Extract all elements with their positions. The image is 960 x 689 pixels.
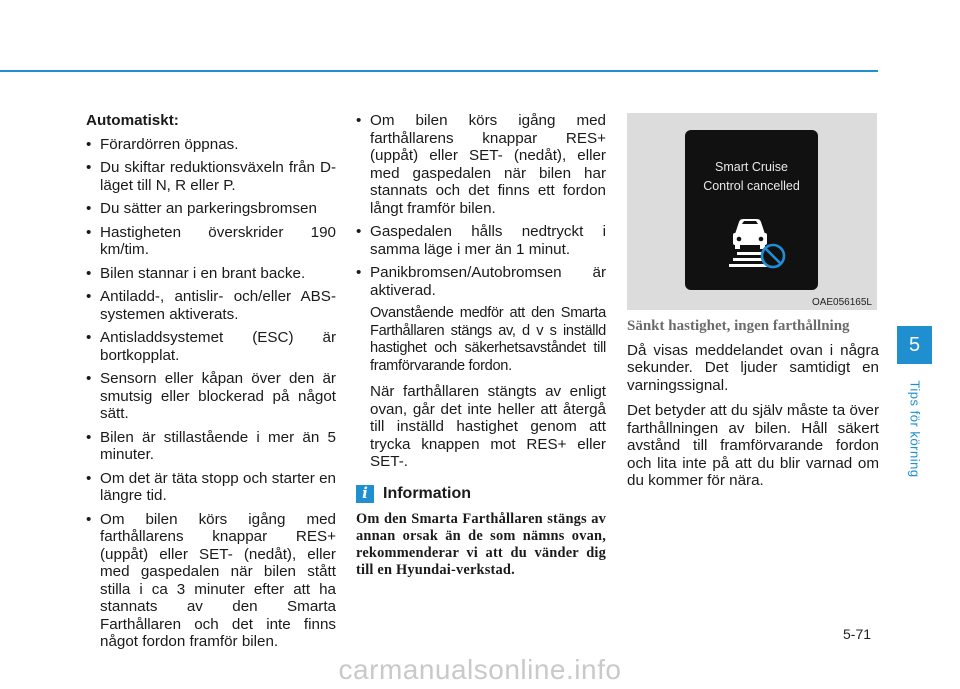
figure-code: OAE056165L [811, 297, 872, 308]
display-message-line1: Smart Cruise [715, 160, 788, 174]
list-item: • Gaspedalen hålls nedtryckt i samma läge i mer än 1 minut. [356, 223, 606, 258]
continued-list [356, 112, 606, 299]
automatic-heading: Automatiskt: [86, 112, 179, 129]
chapter-label [898, 376, 932, 481]
cancel-consequence-paragraph: Ovanstående medför att den Smarta Farthållaren stängs av, d v s inställd hastighet och säkerhetsavståndet till framförvarande fordon. [370, 305, 606, 374]
information-title: Information [383, 484, 471, 502]
takeover-paragraph: Det betyder att du själv måste ta över farthållningen av bilen. Håll säkert avstånd till framförvarande fordon och lita inte på att du blir varnad om du kommer för nära. [627, 402, 879, 489]
resume-not-possible-paragraph: När farthållaren stängts av enligt ovan, går det inte heller att återgå till inställd hastighet genom att trycka knappen mot RES+ eller SET-. [370, 383, 606, 470]
chapter-number-tab: 5 [897, 326, 932, 364]
list-item: • Du skiftar reduktionsväxeln från D-läget till N, R eller P. [86, 159, 336, 194]
list-item: • Om bilen körs igång med farthållarens knappar RES+ (uppåt) eller SET- (nedåt), eller med gaspedalen när bilen stått stilla i ca 3 minuter efter att ha stannats av den Smarta Farthållaren och det inte finns något fordon framför bilen. [86, 511, 336, 651]
list-item: • Om bilen körs igång med farthållarens knappar RES+ (uppåt) eller SET- (nedåt), eller med gaspedalen när bilen har stannats och det finns ett fordon långt framför bilen. [356, 112, 606, 217]
list-item: • Förardörren öppnas. [86, 136, 336, 154]
column-left [86, 112, 336, 657]
list-item: • Antisladdsystemet (ESC) är bortkopplat. [86, 329, 336, 364]
page-number: 5-71 [843, 626, 872, 642]
list-item: • Antiladd-, antislir- och/eller ABS-systemen aktiverats. [86, 288, 336, 323]
list-item: • Bilen stannar i en brant backe. [86, 265, 336, 283]
column-middle [356, 112, 606, 579]
watermark: carmanualsonline.info [338, 654, 622, 685]
list-item: • Du sätter an parkeringsbromsen [86, 200, 336, 218]
list-item: • Bilen är stillastående i mer än 5 minuter. [86, 429, 336, 464]
message-paragraph: Då visas meddelandet ovan i några sekunder. Det ljuder samtidigt en varningssignal. [627, 341, 879, 394]
information-body: Om den Smarta Farthållaren stängs av annan orsak än de som nämns ovan, rekommenderar vi att du vänder dig till en Hyundai-verkstad. [356, 510, 606, 578]
information-header [356, 485, 606, 503]
header-rule [0, 70, 878, 72]
chapter-label-text: Tips för körning [907, 379, 923, 478]
column-right [627, 112, 879, 498]
list-item: • Sensorn eller kåpan över den är smutsig eller blockerad på något sätt. [86, 370, 336, 423]
section-title: Sänkt hastighet, ingen farthållning [627, 318, 850, 334]
automatic-list [86, 136, 336, 651]
information-icon: i [356, 485, 374, 503]
display-message-line2: Control cancelled [703, 179, 800, 193]
list-item: • Hastigheten överskrider 190 km/tim. [86, 224, 336, 259]
list-item: • Panikbromsen/Autobromsen är aktiverad. [356, 264, 606, 299]
list-item: • Om det är täta stopp och starter en längre tid. [86, 470, 336, 505]
